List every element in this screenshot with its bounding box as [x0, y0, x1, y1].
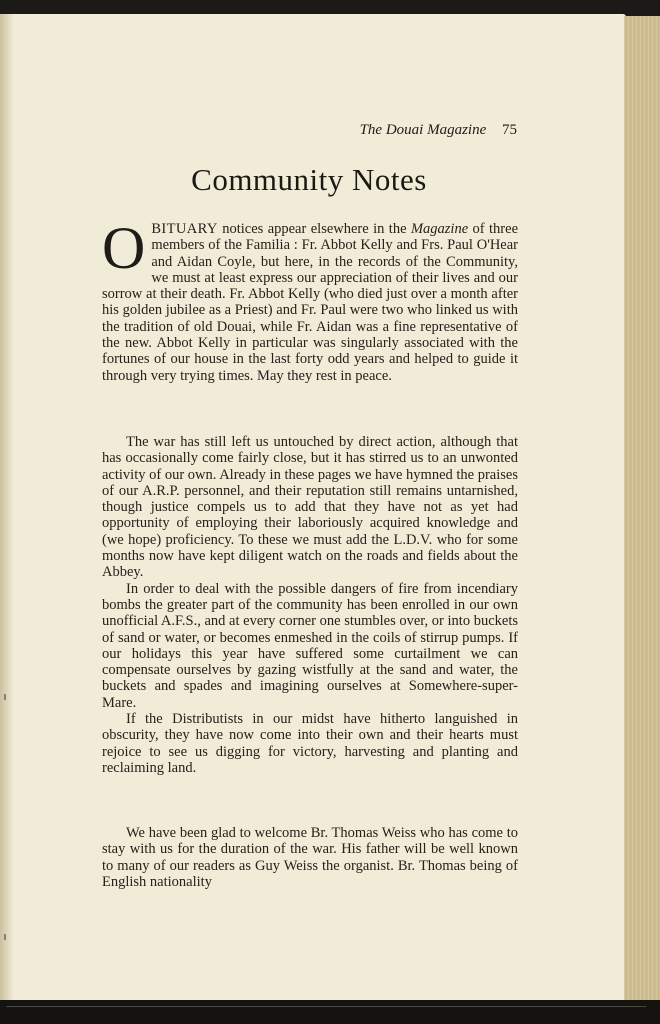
weiss-paragraph: We have been glad to welcome Br. Thomas Weiss who has come to stay with us for the duration of the war. His father will be well known to many of our readers as Guy Weiss the organist. Br. Thomas being of English nationality: [102, 825, 518, 890]
running-header: [360, 122, 517, 139]
war-paragraph: The war has still left us untouched by direct action, although that has occasionally come fairly close, but it has stirred us to an unwonted activity of our own. Already in these pages we have hymned the praises of our A.R.P. personnel, and their reputation still remains untarnished, though justice compels us to add that they have not as yet had opportunity of employing their laboriously acquired knowledge and (we hope) proficiency. To these we must add the L.D.V. who for some months now have kept diligent watch on the roads and fields about the Abbey.: [102, 434, 518, 581]
margin-mark: [4, 694, 6, 700]
page-number: 75: [502, 122, 517, 138]
book-cover-edge: [0, 1000, 660, 1024]
drop-cap: O: [102, 215, 146, 281]
war-section: [102, 434, 518, 776]
page-title: Community Notes: [191, 162, 427, 197]
fire-paragraph: In order to deal with the possible dangers of fire from incendiary bombs the greater part of the community has been enrolled in our own unofficial A.F.S., and at every corner one stumbles over, or into buckets of sand or water, or becomes enmeshed in the coils of stirrup pumps. If our holidays this year have suffered some curtailment we can compensate ourselves by gazing wistfully at the sand and water, the buckets and spades and imagining ourselves at Somewhere-super-Mare.: [102, 580, 518, 711]
obituary-paragraph: [102, 215, 519, 384]
obituary-section: [102, 215, 519, 384]
margin-mark: [4, 934, 6, 940]
obituary-text-b: of three members of the Familia : Fr. Abbot Kelly and Frs. Paul O'Hear and Aidan Coyle, but here, in the records of the Community, we must at least express our appreciation of their lives and our sorrow at their death. Fr. Abbot Kelly (who died just over a month after his golden jubilee as a Priest) and Fr. Paul were two who linked us with the tradition of old Douai, while Fr. Aidan was a fine representative of the new. Abbot Kelly in particular was singularly associated with the fortunes of our house in the last forty odd years and helped to guide it through very trying times. May they rest in peace.: [102, 221, 519, 384]
journal-title: The Douai Magazine: [359, 122, 487, 138]
magazine-reference: Magazine: [410, 221, 469, 237]
obituary-text-a: notices appear elsewhere in the: [217, 221, 411, 237]
weiss-section: [102, 825, 518, 890]
obituary-lead-word: BITUARY: [151, 221, 218, 237]
distributists-paragraph: If the Distributists in our midst have hitherto languished in obscurity, they have now come into their own and their hearts must rejoice to see us digging for victory, harvesting and planting and reclaiming land.: [102, 711, 518, 776]
page-edges: [624, 16, 660, 1002]
